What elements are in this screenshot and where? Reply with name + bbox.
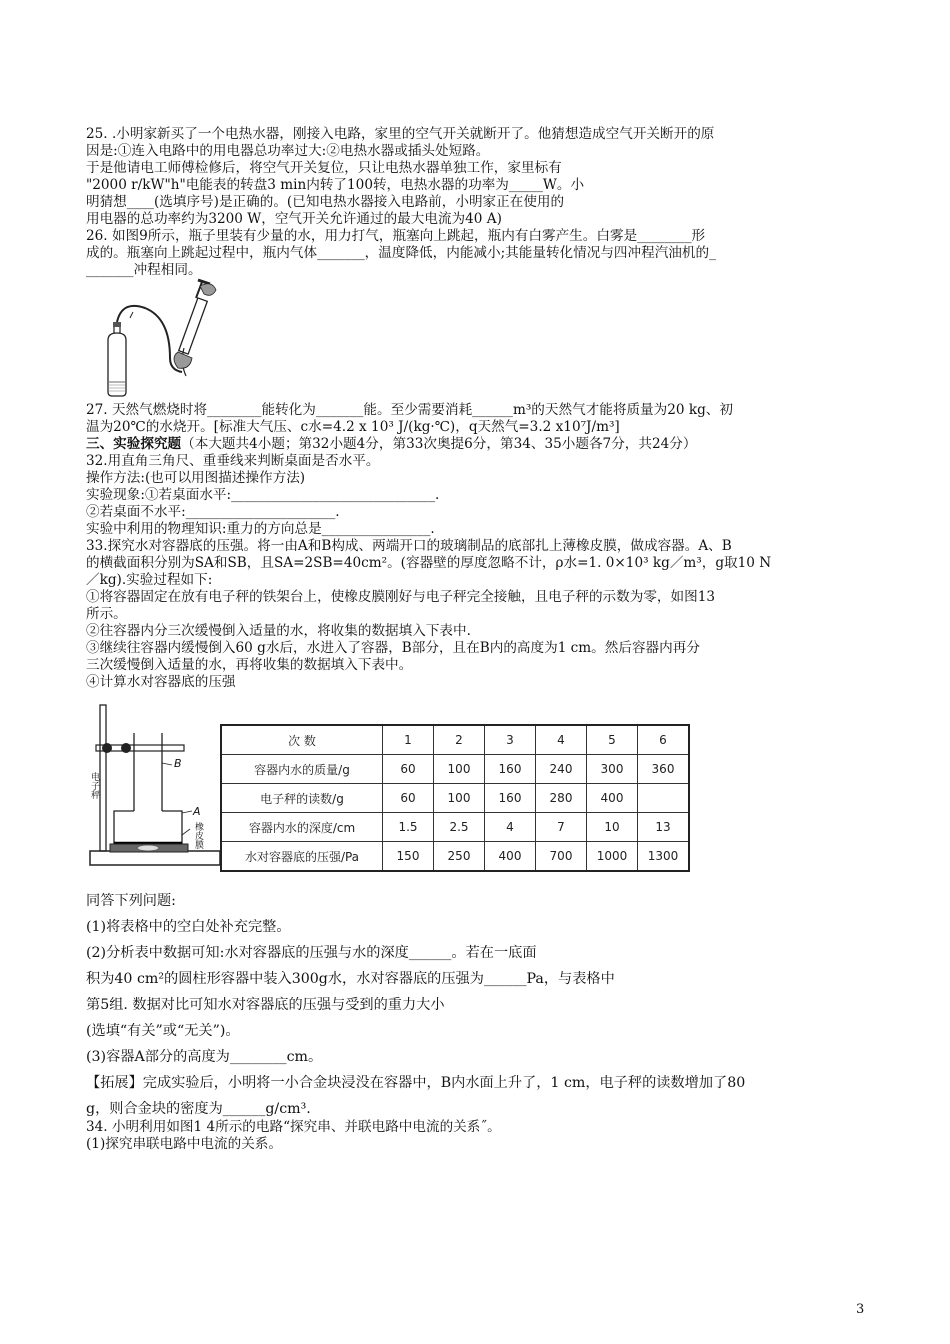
table-row [221,784,689,813]
table-cell: 60 [383,784,434,813]
table-header-label: 次 数 [221,725,383,755]
q33-line-3: ／kg).实验过程如下: [86,572,213,588]
table-cell: 1000 [587,842,638,872]
table-cell: 240 [536,755,587,784]
table-col-header: 5 [587,725,638,755]
q25-line-5: 明猜想____(选填序号)是正确的。(已知电热水器接入电路前，小明家正在使用的 [86,194,565,210]
table-col-header: 3 [485,725,536,755]
q32-line-2: 操作方法:(也可以用图描述操作方法) [86,470,306,486]
figure-13-scale-label: 电子秤 [89,772,99,799]
table-cell: 4 [485,813,536,842]
table-cell: 1300 [638,842,690,872]
table-cell-blank [638,784,690,813]
figure-9-bottle-pump [100,278,220,398]
table-cell: 700 [536,842,587,872]
q33-line-2: 的横截面积分别为SA和SB，且SA=2SB=40cm²。(容器壁的厚度忽略不计，ρ水=1. 0×10³ kg／m³，g取10 N [86,555,772,571]
table-cell: 60 [383,755,434,784]
q26-line-3: _______冲程相同。 [86,262,202,278]
q26-line-1: 26. 如图9所示，瓶子里装有少量的水，用力打气，瓶塞向上跳起，瓶内有白雾产生。白雾是________形 [86,228,706,244]
table-col-header: 1 [383,725,434,755]
table-header-row [221,725,689,755]
answers-line-2: (1)将表格中的空白处补充完整。 [86,919,291,935]
answers-line-1: 同答下列问题: [86,893,176,909]
table-cell: 10 [587,813,638,842]
q25-line-4: "2000 r/kW"h"电能表的转盘3 min内转了100转，电热水器的功率为_____W。小 [86,177,585,193]
answers-line-3: (2)分析表中数据可知:水对容器底的压强与水的深度______。若在一底面 [86,945,537,961]
table-col-header: 2 [434,725,485,755]
q32-line-1: 32.用直角三角尺、重垂线来判断桌面是否水平。 [86,453,380,469]
q26-line-2: 成的。瓶塞向上跳起过程中，瓶内气体_______，温度降低，内能减小;其能量转化情况与四冲程汽油机的_ [86,245,716,261]
q33-line-4: ①将容器固定在放有电子秤的铁架台上，使橡皮膜刚好与电子秤完全接触，且电子秤的示数为零，如图13 [86,589,716,605]
answers-line-9: g，则合金块的密度为______g/cm³. [86,1101,311,1117]
q34-line-2: (1)探究串联电路中电流的关系。 [86,1136,282,1152]
table-row-label: 水对容器底的压强/Pa [221,842,383,872]
table-col-header: 4 [536,725,587,755]
table-cell: 360 [638,755,690,784]
table-cell: 250 [434,842,485,872]
table-cell: 100 [434,755,485,784]
data-table [220,724,690,872]
q32-line-4: ②若桌面不水平:______________________. [86,504,340,520]
q32-line-5: 实验中利用的物理知识:重力的方向总是________________. [86,521,435,537]
answers-line-6: (选填“有关”或“无关”)。 [86,1023,240,1039]
q25-line-3: 于是他请电工师傅检修后，将空气开关复位，只让电热水器单独工作，家里标有 [86,160,562,176]
table-cell: 160 [485,784,536,813]
q33-line-6: ②往容器内分三次缓慢倒入适量的水，将收集的数据填入下表中. [86,623,471,639]
q32-line-3: 实验现象:①若桌面水平:______________________________. [86,487,440,503]
table-cell: 2.5 [434,813,485,842]
answers-line-7: (3)容器A部分的高度为________cm。 [86,1049,323,1065]
q27-line-1: 27. 天然气燃烧时将________能转化为_______能。至少需要消耗______m³的天然气才能将质量为20 kg、初 [86,402,733,418]
table-row-label: 电子秤的读数/g [221,784,383,813]
answers-line-4: 积为40 cm²的圆柱形容器中装入300g水，水对容器底的压强为______Pa，与表格中 [86,971,615,987]
table-col-header: 6 [638,725,690,755]
q33-line-7: ③继续往容器内缓慢倒入60 g水后，水进入了容器，B部分，且在B内的高度为1 cm。然后容器内再分 [86,640,700,656]
table-cell: 400 [485,842,536,872]
answers-line-8: 【拓展】完成实验后，小明将一小合金块浸没在容器中，B内水面上升了，1 cm，电子秤的读数增加了80 [86,1075,746,1091]
table-cell: 400 [587,784,638,813]
page-number: 3 [856,1302,865,1317]
table-cell: 150 [383,842,434,872]
figure-13-membrane-label: 橡皮膜 [193,822,203,849]
figure-13-label-a: A [193,805,201,818]
table-row-label: 容器内水的质量/g [221,755,383,784]
table-cell: 160 [485,755,536,784]
table-cell: 13 [638,813,690,842]
q25-line-1: 25. .小明家新买了一个电热水器，刚接入电路，家里的空气开关就断开了。他猜想造成空气开关断开的原 [86,126,715,142]
q33-line-8: 三次缓慢倒入适量的水，再将收集的数据填入下表中。 [86,657,413,673]
table-cell: 280 [536,784,587,813]
q25-line-6: 用电器的总功率约为3200 W，空气开关允许通过的最大电流为40 A) [86,211,502,227]
table-cell: 1.5 [383,813,434,842]
section-3-note: （本大题共4小题；第32小题4分，第33次奥提6分，第34、35小题各7分，共24分） [181,436,697,452]
table-cell: 300 [587,755,638,784]
q34-line-1: 34. 小明利用如图1 4所示的电路“探究串、并联电路中电流的关系˝。 [86,1119,501,1135]
q25-line-2: 因是:①连入电路中的用电器总功率过大:②电热水器或插头处短路。 [86,143,490,159]
table-row [221,755,689,784]
table-row [221,813,689,842]
answers-line-5: 第5组. 数据对比可知水对容器底的压强与受到的重力大小 [86,997,445,1013]
section-3-heading [86,436,696,453]
q33-line-5: 所示。 [86,606,127,622]
q33-line-1: 33.探究水对容器底的压强。将一由A和B构成、两端开口的玻璃制品的底部扎上薄橡皮膜，做成容器。A、B [86,538,732,554]
table-row [221,842,689,872]
figure-13-label-b: B [174,757,182,770]
q27-line-2: 温为20℃的水烧开。[标准大气压、c水=4.2 x 10³ J/(kg·℃)，q天然气=3.2 x10⁷J/m³] [86,419,620,435]
table-cell: 7 [536,813,587,842]
section-3-title: 三、实验探究题 [86,436,182,452]
q33-line-9: ④计算水对容器底的压强 [86,674,236,690]
table-cell: 100 [434,784,485,813]
table-row-label: 容器内水的深度/cm [221,813,383,842]
